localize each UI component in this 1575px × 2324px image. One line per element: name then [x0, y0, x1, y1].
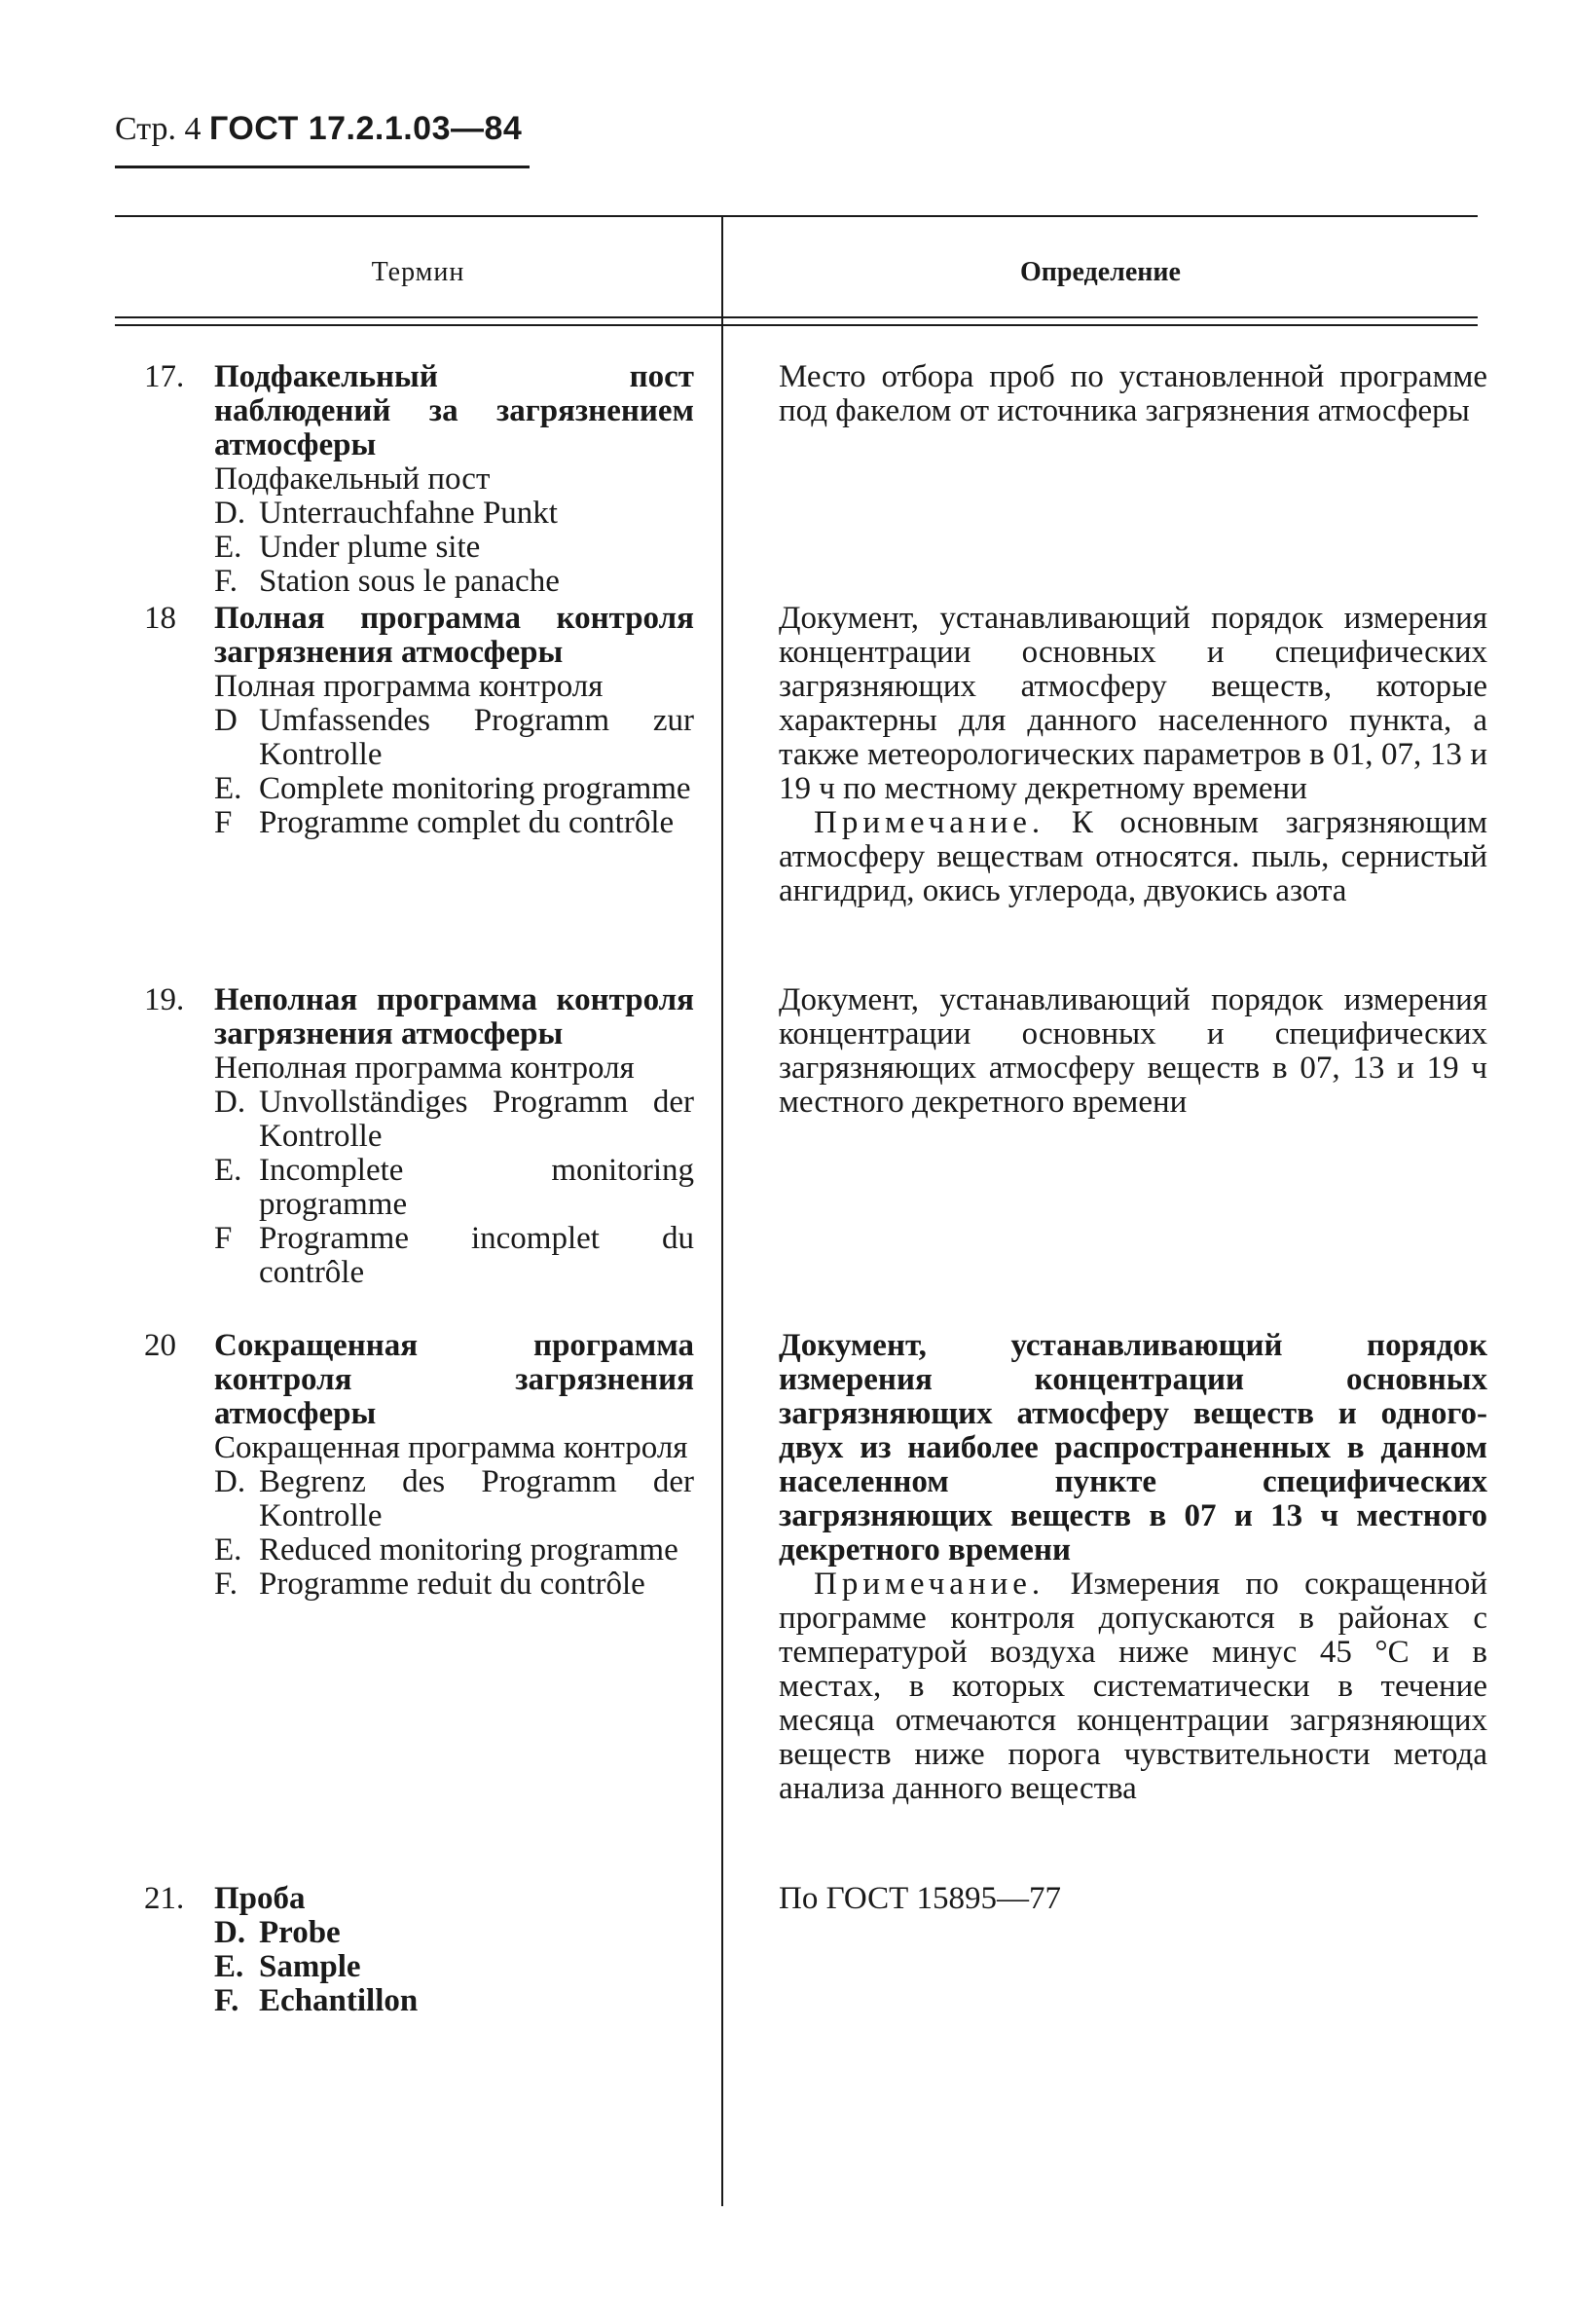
table-header-rule-double: [115, 324, 1478, 326]
definition-text: Документ, устанавливающий порядок измерения концентрации основных и специфических загрязняющих атмосферу веществ, которые характерны для данного населенного пункта, а также метеорологических параметров в 01, 07, 13 и 19 ч по местному декретному времени: [779, 601, 1487, 806]
term-cell: [144, 360, 694, 599]
equivalent-text: Sample: [259, 1949, 361, 1984]
equivalent-text: Incomplete monitoring programme: [259, 1153, 694, 1222]
term-title: Неполная программа контроля загрязнения атмосферы: [214, 982, 694, 1051]
lang-code: F.: [214, 564, 238, 599]
english-equivalent: [214, 772, 694, 806]
definition-text: Документ, устанавливающий порядок измерения концентрации основных загрязняющих атмосферу веществ и одного-двух из наиболее распространенных в данном населенном пункте специфических загрязняющих веществ в 07 и 13 ч местного декретного времени: [779, 1328, 1487, 1568]
french-equivalent: [214, 1568, 694, 1602]
german-equivalent: [214, 1086, 694, 1154]
lang-code: D.: [214, 1464, 246, 1499]
note-label: Примечание.: [814, 1567, 1045, 1602]
definition-text: По ГОСТ 15895—77: [779, 1881, 1061, 1916]
lang-code: F.: [214, 1983, 239, 2018]
english-equivalent: [214, 531, 694, 565]
column-divider: [721, 215, 723, 2206]
table-header-rule: [115, 316, 1478, 318]
german-equivalent: [214, 1465, 694, 1533]
lang-code: F.: [214, 1567, 238, 1602]
german-equivalent: [214, 497, 694, 531]
french-equivalent: [214, 1984, 694, 2018]
equivalent-text: Unvollständiges Programm der Kontrolle: [259, 1085, 694, 1154]
entry-number: 17.: [144, 359, 185, 394]
definition-cell: [779, 360, 1487, 428]
table-top-rule: [115, 215, 1478, 217]
standard-code: ГОСТ 17.2.1.03—84: [209, 110, 523, 147]
lang-code: D: [214, 703, 238, 738]
equivalent-text: Unterrauchfahne Punkt: [259, 496, 558, 531]
header-underline: [115, 166, 530, 168]
term-short-form: Неполная программа контроля: [214, 1051, 635, 1086]
french-equivalent: [214, 1222, 694, 1290]
lang-code: E.: [214, 530, 242, 565]
term-cell: [144, 602, 694, 840]
definition-text: Документ, устанавливающий порядок измерения концентрации основных и специфических загрязняющих атмосферу веществ в 07, 13 и 19 ч местного декретного времени: [779, 982, 1487, 1120]
term-title: Полная программа контроля загрязнения атмосферы: [214, 601, 694, 670]
english-equivalent: [214, 1533, 694, 1568]
term-short-form: Сокращенная программа контроля: [214, 1430, 688, 1465]
definition-note: [779, 806, 1487, 908]
equivalent-text: Station sous le panache: [259, 564, 560, 599]
equivalent-text: Probe: [259, 1915, 341, 1950]
english-equivalent: [214, 1950, 694, 1984]
lang-code: E.: [214, 771, 242, 806]
entry-number: 20: [144, 1328, 176, 1363]
term-cell: [144, 1882, 694, 2018]
entry-number: 18: [144, 601, 176, 636]
lang-code: D.: [214, 1085, 246, 1120]
equivalent-text: Under plume site: [259, 530, 481, 565]
lang-code: D.: [214, 496, 246, 531]
equivalent-text: Reduced monitoring programme: [259, 1532, 678, 1568]
term-cell: [144, 1329, 694, 1602]
entry-number: 21.: [144, 1881, 185, 1916]
lang-code: F: [214, 1221, 233, 1256]
lang-code: F: [214, 805, 233, 840]
page-number: Стр. 4: [115, 111, 201, 147]
note-text: К основным загрязняющим атмосферу веществам относятся. пыль, сернистый ангидрид, окись углерода, двуокись азота: [779, 805, 1487, 908]
note-label: Примечание.: [814, 805, 1045, 840]
page-header: [115, 109, 522, 149]
definition-text: Место отбора проб по установленной программе под факелом от источника загрязнения атмосферы: [779, 359, 1487, 428]
column-header-definition: Определение: [1020, 257, 1181, 287]
term-short-form: Подфакельный пост: [214, 461, 491, 497]
term-title: Подфакельный пост наблюдений за загрязнением атмосферы: [214, 359, 694, 462]
equivalent-text: Begrenz des Programm der Kontrolle: [259, 1464, 694, 1533]
lang-code: E.: [214, 1949, 244, 1984]
definition-cell: [779, 1329, 1487, 1806]
lang-code: E.: [214, 1153, 242, 1188]
equivalent-text: Programme reduit du contrôle: [259, 1567, 645, 1602]
french-equivalent: [214, 806, 694, 840]
term-title: Сокращенная программа контроля загрязнения атмосферы: [214, 1328, 694, 1431]
entry-number: 19.: [144, 982, 185, 1017]
equivalent-text: Programme complet du contrôle: [259, 805, 675, 840]
term-cell: [144, 983, 694, 1290]
definition-cell: [779, 1882, 1487, 1916]
term-title: Проба: [214, 1881, 306, 1916]
column-header-term: Термин: [371, 257, 465, 287]
definition-cell: [779, 983, 1487, 1120]
equivalent-text: Echantillon: [259, 1983, 419, 2018]
french-equivalent: [214, 565, 694, 599]
equivalent-text: Complete monitoring programme: [259, 771, 691, 806]
equivalent-text: Umfassendes Programm zur Kontrolle: [259, 703, 694, 772]
lang-code: E.: [214, 1532, 242, 1568]
note-text: Измерения по сокращенной программе контроля допускаются в районах с температурой воздуха ниже минус 45 °С и в местах, в которых систематически в течение месяца отмечаются концентрации загрязняющих веществ ниже порога чувствительности метода анализа данного вещества: [779, 1567, 1487, 1806]
lang-code: D.: [214, 1915, 246, 1950]
term-short-form: Полная программа контроля: [214, 669, 604, 704]
german-equivalent: [214, 704, 694, 772]
definition-cell: [779, 602, 1487, 908]
equivalent-text: Programme incomplet du contrôle: [259, 1221, 694, 1290]
definition-note: [779, 1568, 1487, 1806]
english-equivalent: [214, 1154, 694, 1222]
german-equivalent: [214, 1916, 694, 1950]
